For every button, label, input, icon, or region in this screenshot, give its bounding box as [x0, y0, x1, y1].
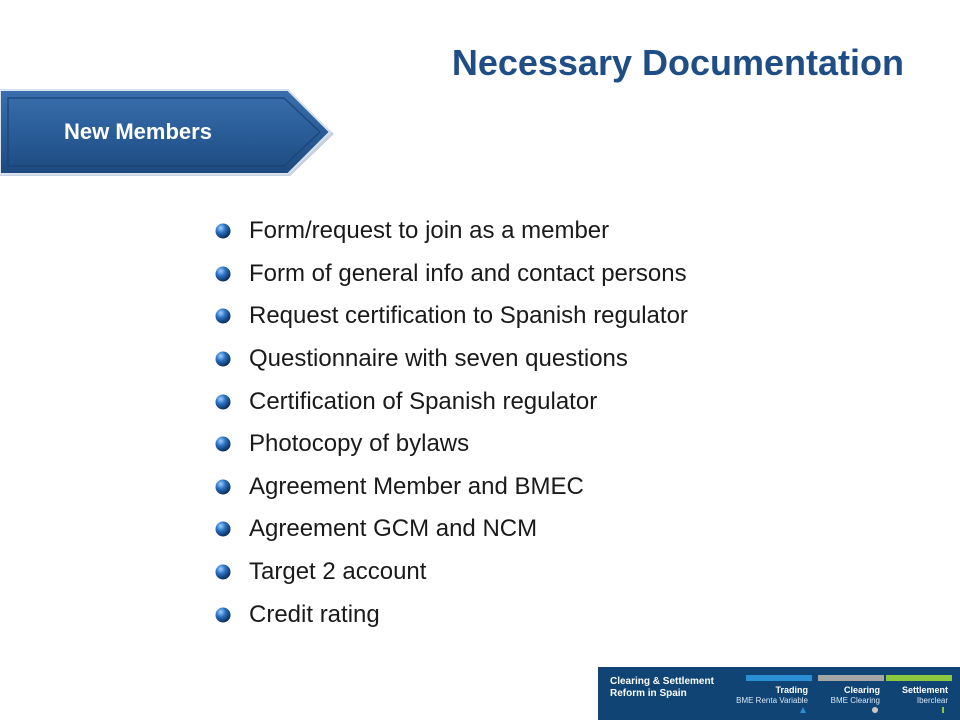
list-item-text: Photocopy of bylaws [249, 430, 470, 458]
list-item [215, 380, 688, 423]
list-item-text: Credit rating [249, 600, 380, 628]
trading-subtitle: BME Renta Variable [736, 696, 808, 705]
clearing-title: Clearing [843, 685, 880, 695]
sphere-bullet-icon [215, 223, 231, 239]
list-item [215, 295, 688, 338]
settlement-subtitle: Iberclear [916, 696, 948, 705]
list-item-text: Target 2 account [249, 558, 427, 586]
list-item [215, 551, 688, 594]
sphere-bullet-icon [215, 479, 231, 495]
circle-icon [872, 707, 878, 713]
list-item [215, 466, 688, 509]
sphere-bullet-icon [215, 607, 231, 623]
sphere-bullet-icon [215, 308, 231, 324]
sphere-bullet-icon [215, 436, 231, 452]
slide-title: Necessary Documentation [451, 42, 904, 83]
section-tab [0, 88, 340, 180]
footer-title [610, 676, 740, 700]
sphere-bullet-icon [215, 521, 231, 537]
list-item [215, 210, 688, 253]
list-item [215, 338, 688, 381]
list-item-text: Agreement Member and BMEC [249, 472, 584, 500]
settlement-title: Settlement [901, 685, 948, 695]
list-item-text: Questionnaire with seven questions [249, 345, 628, 373]
trading-color-bar [746, 675, 812, 681]
triangle-icon [800, 707, 806, 713]
sphere-bullet-icon [215, 351, 231, 367]
settlement-color-bar [886, 675, 952, 681]
list-item [215, 593, 688, 636]
sphere-bullet-icon [215, 266, 231, 282]
bar-icon [940, 707, 946, 713]
list-item-text: Request certification to Spanish regulator [249, 302, 688, 330]
list-item-text: Form/request to join as a member [249, 217, 610, 245]
sphere-bullet-icon [215, 564, 231, 580]
list-item [215, 508, 688, 551]
trading-title: Trading [775, 685, 808, 695]
footer-column-clearing [818, 667, 884, 720]
list-item-text: Agreement GCM and NCM [249, 515, 538, 543]
footer-title-line1: Clearing & Settlement [610, 676, 714, 687]
list-item-text: Form of general info and contact persons [249, 259, 687, 287]
list-item [215, 423, 688, 466]
section-tab-label: New Members [64, 119, 212, 144]
sphere-bullet-icon [215, 394, 231, 410]
clearing-color-bar [818, 675, 884, 681]
footer-title-line2: Reform in Spain [610, 688, 687, 699]
list-item-text: Certification of Spanish regulator [249, 387, 598, 415]
footer-column-trading [736, 667, 812, 720]
footer-logo [598, 667, 960, 720]
documentation-list [215, 210, 688, 636]
footer-column-settlement [886, 667, 952, 720]
list-item [215, 253, 688, 296]
clearing-subtitle: BME Clearing [830, 696, 880, 705]
